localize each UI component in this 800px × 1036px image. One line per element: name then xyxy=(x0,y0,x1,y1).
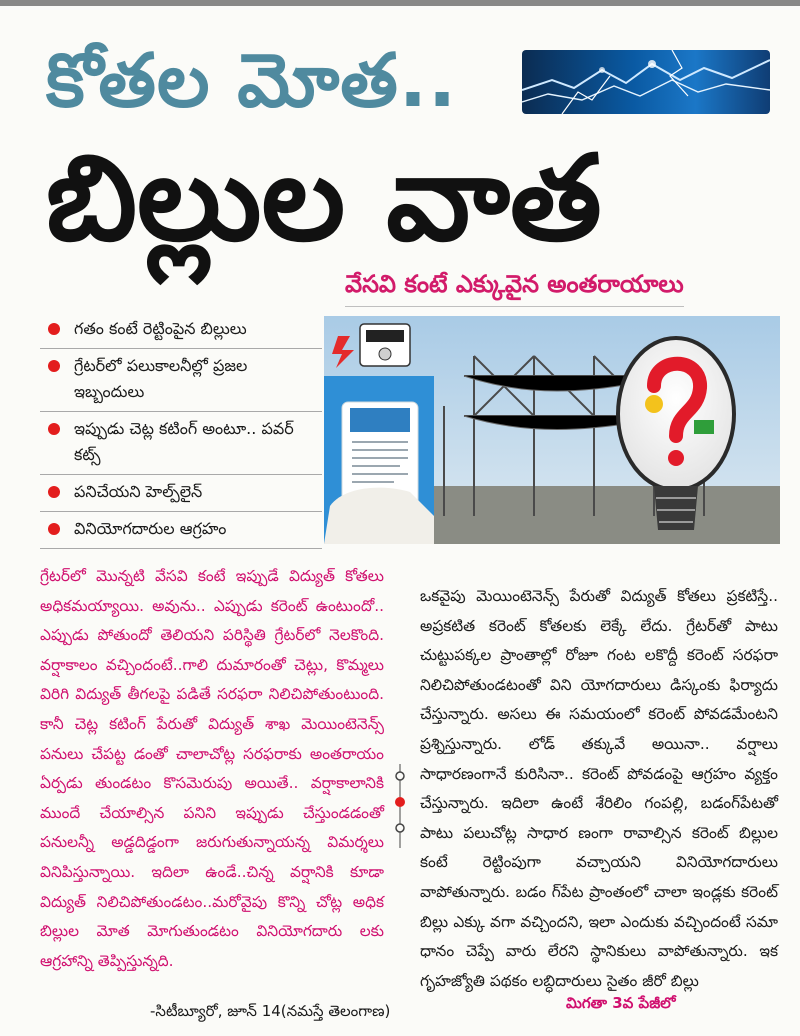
byline: -సిటీబ్యూరో, జూన్ 14(నమస్తే తెలంగాణ) xyxy=(150,1002,391,1020)
column-separator-icon xyxy=(392,764,408,848)
highlight-text: గ్రేటర్‌లో పలుకాలనీల్లో ప్రజల ఇబ్బందులు xyxy=(74,356,248,401)
highlight-item xyxy=(40,312,322,349)
bullet-dot-icon xyxy=(48,323,60,335)
headline-line1: కోతల మోత.. xyxy=(46,38,458,124)
article-right-text: ఒకవైపు మెయింటెనెన్స్ పేరుతో విద్యుత్ కోతలు ప్రకటిస్తే.. అప్రకటిత కరెంట్ కోతలకు లెక్కే లేదు. గ్రేటర్‌తో పాటు చుట్టుపక్కల ప్రాంతాల్లో రోజూ గంట లకొద్దీ కరెంట్ సరఫరా నిలిచిపోతుండటంతో విని యోగదారులు డిస్కంకు ఫిర్యాదు చేస్తున్నారు. అసలు ఈ సమయంలో కరెంట్ పోవడమేంటని ప్రశ్నిస్తున్నారు. లోడ్ తక్కువే అయినా.. వర్షాలు సాధారణంగానే కురిసినా.. కరెంట్ పోవడంపై ఆగ్రహం వ్యక్తం చేస్తున్నారు. ఇదిలా ఉంటే శేరిలిం గంపల్లి, బడంగ్‌పేటతో పాటు పలుచోట్ల సాధార ణంగా రావాల్సిన కరెంట్ బిల్లుల కంటే రెట్టింపుగా వచ్చాయని వినియోగదారులు వాపోతున్నారు. బడం గ్‌పేట ప్రాంతంలో చాలా ఇండ్లకు కరెంట్ బిల్లు ఎక్కు వగా వచ్చిందని, ఇలా ఎందుకు వచ్చిందంటే సమా ధానం చెప్పే వారు లేరని స్థానికులు వాపోతున్నారు. ఇక గృహజ్యోతి పథకం లబ్ధిదారులు సైతం జీరో బిల్లు xyxy=(420,587,778,990)
top-rule xyxy=(0,0,800,6)
continued-on-page[interactable]: మిగతా 3వ పేజీలో xyxy=(566,994,676,1012)
highlight-item xyxy=(40,512,322,549)
headline-line2: బిల్లుల వాత xyxy=(46,129,602,267)
article-left-text: గ్రేటర్‌లో మొన్నటి వేసవి కంటే ఇప్పుడే విద్యుత్ కోతలు అధికమయ్యాయి. అవును.. ఎప్పుడు కరెంట్ ఉంటుందో.. ఎప్పుడు పోతుందో తెలియని పరిస్థితి గ్రేటర్‌లో నెలకొంది. వర్షాకాలం వచ్చిందంటే..గాలి దుమారంతో చెట్లు, కొమ్మలు విరిగి విద్యుత్ తీగలపై పడితే సరఫరా నిలిచిపోతుంటుంది. కానీ చెట్ల కటింగ్ పేరుతో విద్యుత్ శాఖ మెయింటెనెన్స్ పనులు చేపట్ట డంతో చాలాచోట్ల సరఫరాకు అంతరాయం ఏర్పడు తుండటం కొసమెరుపు అయితే.. వర్షాకాలానికి ముందే చేయాల్సిన పనిని ఇప్పుడు చేస్తుండడంతో పనులన్నీ అడ్డదిడ్డంగా జరుగుతున్నాయన్న విమర్శలు వినిపిస్తున్నాయి. ఇదిలా ఉండే..చిన్న వర్షానికి కూడా విద్యుత్ నిలిచిపోతుండటం..మరోవైపు కొన్ని చోట్ల అధిక బిల్లుల మోత మోగుతుండటం వినియోగదారు లకు ఆగ్రహాన్ని తెప్పిస్తున్నది. xyxy=(40,567,384,970)
bullet-dot-icon xyxy=(48,486,60,498)
bullet-dot-icon xyxy=(48,523,60,535)
highlight-text: ఇప్పుడు చెట్ల కటింగ్ అంటూ.. పవర్ కట్స్ xyxy=(74,419,294,464)
highlight-text: వినియోగదారుల ఆగ్రహం xyxy=(74,519,227,538)
bullet-dot-icon xyxy=(48,360,60,372)
highlight-item xyxy=(40,349,322,412)
substation-photo xyxy=(324,316,780,544)
highlight-item xyxy=(40,475,322,512)
bullet-dot-icon xyxy=(48,423,60,435)
highlight-text: పనిచేయని హెల్ప్‌లైన్ xyxy=(74,482,203,501)
article-right-column xyxy=(420,582,778,996)
lightning-banner-image xyxy=(522,50,770,114)
highlights-list xyxy=(40,312,322,549)
highlight-text: గతం కంటే రెట్టింపైన బిల్లులు xyxy=(74,319,247,338)
subheadline: వేసవి కంటే ఎక్కువైన అంతరాయాలు xyxy=(345,270,684,307)
article-left-column xyxy=(40,562,384,976)
highlight-item xyxy=(40,412,322,475)
